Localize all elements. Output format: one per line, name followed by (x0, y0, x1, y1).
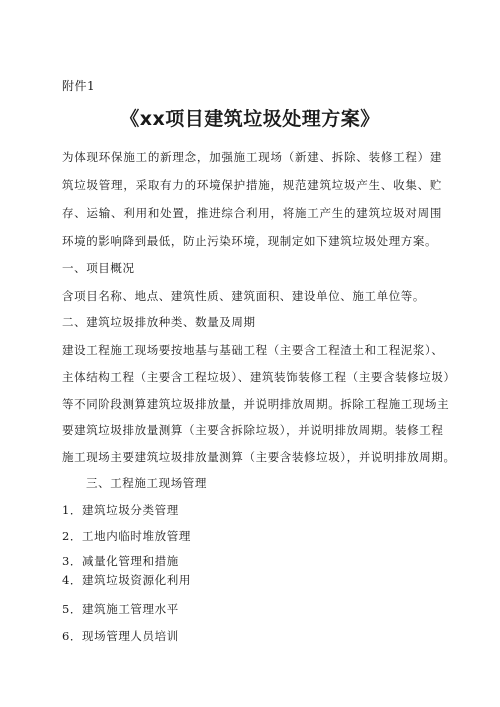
section3-item: 3．减量化管理和措施 (62, 554, 179, 568)
section3-item: 4．建筑垃圾资源化利用 (62, 573, 191, 587)
section2-line: 建设工程施工现场要按地基与基础工程（主要含工程渣土和工程泥浆）、 (62, 343, 444, 357)
section1-heading: 一、项目概况 (62, 261, 135, 275)
section3-item: 1．建筑垃圾分类管理 (62, 503, 179, 517)
section2-line: 施工现场主要建筑垃圾排放量测算（主要含装修垃圾），并说明排放周期。 (62, 450, 456, 464)
section3-item: 5．建筑施工管理水平 (62, 602, 179, 616)
section2-line: 主体结构工程（主要含工程垃圾）、建筑装饰装修工程（主要含装修垃圾） (62, 370, 456, 384)
section3-item: 6．现场管理人员培训 (62, 629, 179, 643)
section2-heading: 二、建筑垃圾排放种类、数量及周期 (62, 315, 256, 329)
section2-line: 等不同阶段测算建筑垃圾排放量，并说明排放周期。拆除工程施工现场主 (62, 397, 450, 411)
section2-line: 要建筑垃圾排放量测算（主要含拆除垃圾），并说明排放周期。装修工程 (62, 423, 444, 437)
section3-heading: 三、工程施工现场管理 (86, 476, 207, 490)
document-title: 《xx项目建筑垃圾处理方案》 (120, 108, 380, 130)
attachment-label: 附件1 (62, 79, 96, 93)
intro-paragraph: 为体现环保施工的新理念，加强施工现场（新建、拆除、装修工程）建筑垃圾管理，采取有力的环境保护措施，规范建筑垃圾产生、收集、贮存、运输、利用和处置，推进综合利用，将施工产生的建筑垃圾对周围环境的影响降到最低，防止污染环境，现制定如下建筑垃圾处理方案。 (62, 150, 442, 248)
section1-body: 含项目名称、地点、建筑性质、建筑面积、建设单位、施工单位等。 (62, 289, 425, 303)
section3-item: 2．工地内临时堆放管理 (62, 529, 191, 543)
